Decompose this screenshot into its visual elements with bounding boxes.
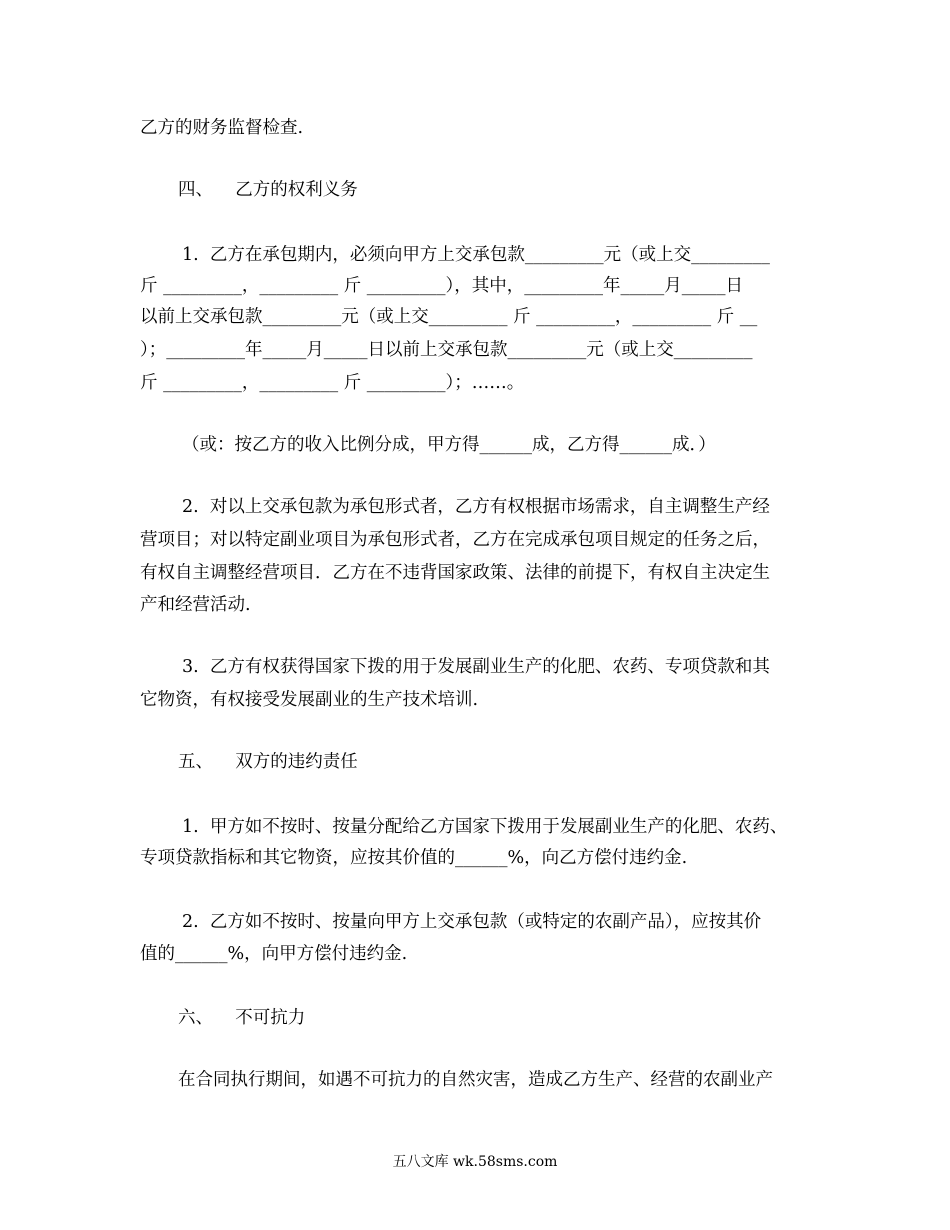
- page-footer: 五八文库 wk.58sms.com: [392, 1154, 558, 1170]
- section-heading: 五、 双方的违约责任: [178, 752, 358, 772]
- text-line: 它物资，有权接受发展副业的生产技术培训.: [140, 690, 479, 710]
- section-heading: 六、 不可抗力: [178, 1008, 306, 1028]
- text-line: 营项目；对以特定副业项目为承包形式者，乙方在完成承包项目规定的任务之后，: [140, 530, 770, 550]
- text-line: 专项贷款指标和其它物资，应按其价值的______%，向乙方偿付违约金.: [140, 848, 688, 868]
- text-line: 3. 乙方有权获得国家下拨的用于发展副业生产的化肥、农药、专项贷款和其: [182, 657, 770, 677]
- text-line: 1. 乙方在承包期内，必须向甲方上交承包款_________元（或上交_________: [182, 245, 770, 265]
- text-line: 2. 乙方如不按时、按量向甲方上交承包款（或特定的农副产品），应按其价: [182, 912, 762, 932]
- text-line: 有权自主调整经营项目．乙方在不违背国家政策、法律的前提下，有权自主决定生: [140, 563, 770, 583]
- text-line: （或：按乙方的收入比例分成，甲方得______成，乙方得______成．）: [182, 435, 716, 455]
- text-line: 乙方的财务监督检查.: [140, 118, 304, 138]
- text-line: 斤 _________，_________ 斤 _________）；……。: [140, 373, 525, 393]
- section-heading: 四、 乙方的权利义务: [178, 180, 358, 200]
- text-line: 1. 甲方如不按时、按量分配给乙方国家下拨用于发展副业生产的化肥、农药、: [182, 817, 788, 837]
- text-line: 在合同执行期间，如遇不可抗力的自然灾害，造成乙方生产、经营的农副业产: [178, 1070, 773, 1090]
- text-line: 斤 _________，_________ 斤 _________），其中，_________年_____月_____日: [140, 276, 743, 296]
- text-line: 2. 对以上交承包款为承包形式者，乙方有权根据市场需求，自主调整生产经: [182, 497, 770, 517]
- text-line: 以前上交承包款_________元（或上交_________ 斤 _________，_________ 斤 __: [140, 307, 758, 327]
- text-line: 产和经营活动.: [140, 595, 251, 615]
- text-line: 值的______%，向甲方偿付违约金.: [140, 944, 408, 964]
- text-line: ）；_________年_____月_____日以前上交承包款_________元（或上交_________: [140, 340, 753, 360]
